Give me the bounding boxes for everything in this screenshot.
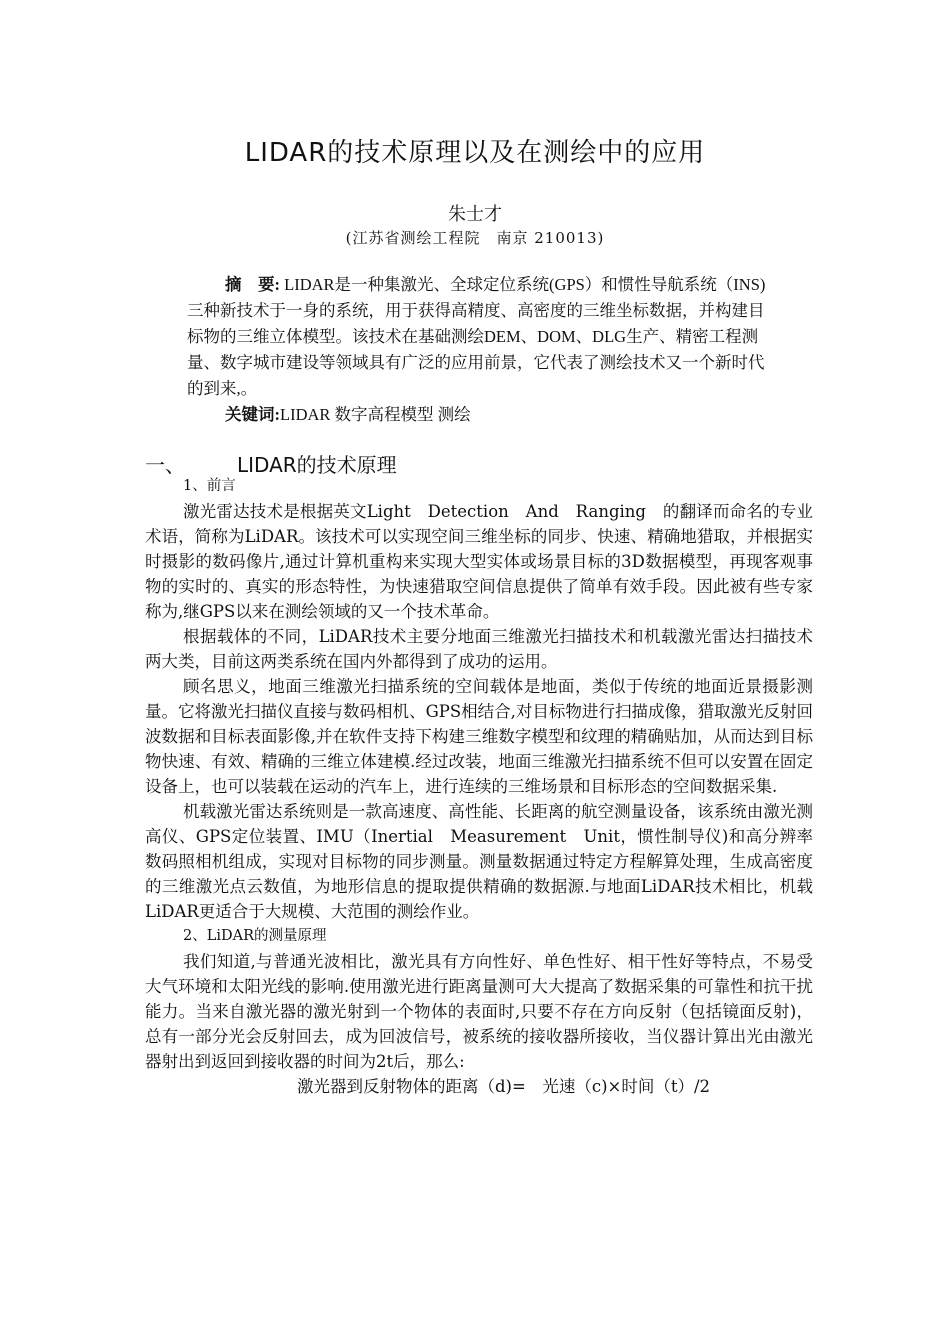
- section-title: LIDAR的技术原理: [237, 453, 397, 477]
- abstract-label: 摘 要:: [225, 275, 280, 294]
- author-affiliation: (江苏省测绘工程院 南京 210013): [345, 229, 605, 247]
- abstract-block: [187, 272, 777, 428]
- keywords-text: LIDAR 数字高程模型 测绘: [280, 405, 471, 424]
- body-paragraph: 我们知道,与普通光波相比，激光具有方向性好、单色性好、相干性好等特点，不易受大气环境和太阳光线的影响.使用激光进行距离量测可大大提高了数据采集的可靠性和抗干扰能力。当来自激光器的激光射到一个物体的表面时,只要不存在方向反射（包括镜面反射)，总有一部分光会反射回去，成为回波信号，被系统的接收器所接收，当仪器计算出光由激光器射出到返回到接收器的时间为2t后，那么:: [145, 952, 813, 1071]
- author-name: 朱士才: [448, 204, 502, 225]
- abstract-paragraph: [187, 272, 777, 402]
- keywords-label: 关键词:: [225, 405, 280, 424]
- distance-formula: 激光器到反射物体的距离（d)= 光速（c)×时间（t）/2: [297, 1077, 711, 1096]
- subsection-heading: 1、前言: [183, 478, 236, 494]
- section-number: 一、: [145, 453, 185, 477]
- body-paragraph: 根据载体的不同，LiDAR技术主要分地面三维激光扫描技术和机载激光雷达扫描技术两大类，目前这两类系统在国内外都得到了成功的运用。: [145, 627, 813, 671]
- body-paragraph: 机载激光雷达系统则是一款高速度、高性能、长距离的航空测量设备，该系统由激光测高仪、GPS定位装置、IMU（Inertial Measurement Unit，惯性制导仪)和高分辨率数码照相机组成，实现对目标物的同步测量。测量数据通过特定方程解算处理，生成高密度的三维激光点云数值，为地形信息的提取提供精确的数据源.与地面LiDAR技术相比，机载LiDAR更适合于大规模、大范围的测绘作业。: [145, 802, 813, 921]
- keywords-line: [187, 402, 777, 428]
- document-title: LIDAR的技术原理以及在测绘中的应用: [244, 138, 706, 168]
- subsection-heading: 2、LiDAR的测量原理: [183, 928, 327, 944]
- abstract-text: LIDAR是一种集激光、全球定位系统(GPS）和惯性导航系统（INS)三种新技术于一身的系统，用于获得高精度、高密度的三维坐标数据，并构建目标物的三维立体模型。该技术在基础测绘DEM、DOM、DLG生产、精密工程测量、数字城市建设等领域具有广泛的应用前景，它代表了测绘技术又一个新时代的到来,。: [187, 275, 766, 398]
- body-paragraph: 顾名思义，地面三维激光扫描系统的空间载体是地面，类似于传统的地面近景摄影测量。它将激光扫描仪直接与数码相机、GPS相结合,对目标物进行扫描成像，猎取激光反射回波数据和目标表面影像,并在软件支持下构建三维数字模型和纹理的精确贴加，从而达到目标物快速、有效、精确的三维立体建模.经过改装，地面三维激光扫描系统不但可以安置在固定设备上，也可以装载在运动的汽车上，进行连续的三维场景和目标形态的空间数据采集.: [145, 677, 813, 796]
- body-text: [145, 474, 813, 1099]
- body-paragraph: 激光雷达技术是根据英文Light Detection And Ranging 的翻译而命名的专业术语，简称为LiDAR。该技术可以实现空间三维坐标的同步、快速、精确地猎取，并根据实时摄影的数码像片,通过计算机重构来实现大型实体或场景目标的3D数据模型，再现客观事物的实时的、真实的形态特性，为快速猎取空间信息提供了简单有效手段。因此被有些专家称为,继GPS以来在测绘领域的又一个技术革命。: [145, 502, 813, 621]
